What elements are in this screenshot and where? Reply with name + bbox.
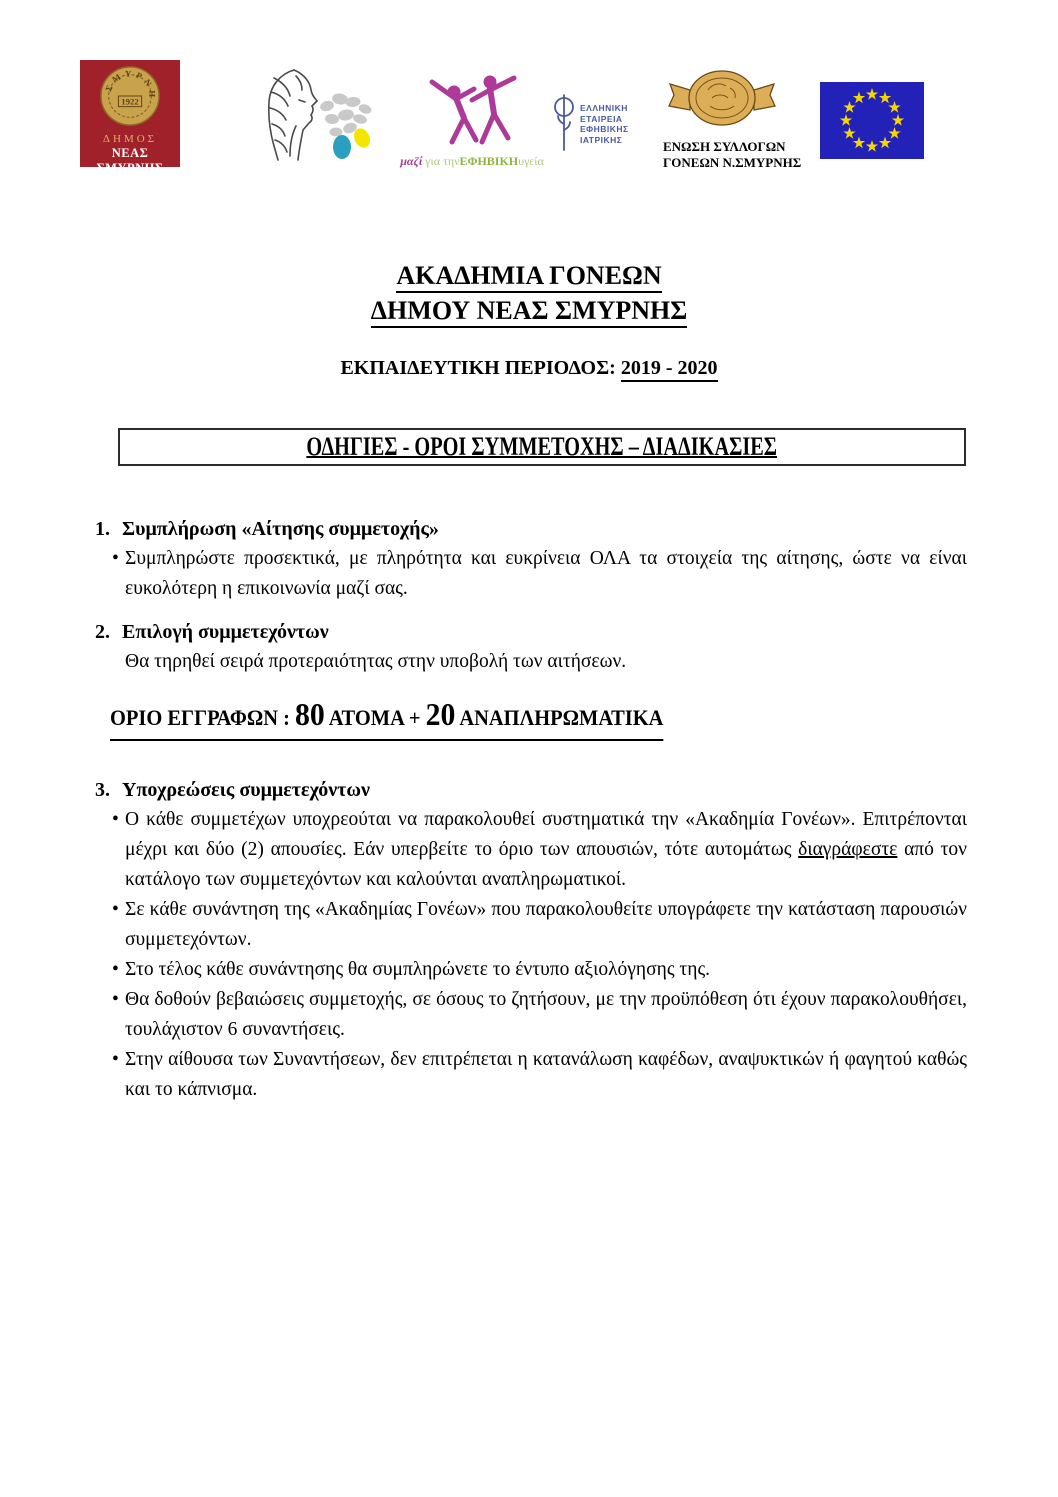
limit-suffix: ΑΝΑΠΛΗΡΩΜΑΤΙΚΑ [455,705,664,730]
teal-oval [333,135,351,159]
section-3-heading [95,775,967,805]
logo-strip [0,58,1058,178]
limit-number-20: 20 [425,696,456,732]
section-2-text: Θα τηρηθεί σειρά προτεραιότητας στην υποβολή των αιτήσεων. [125,651,627,672]
section-3-bullet-2 [95,895,967,955]
smyrni-coin-icon [99,65,161,127]
section-3-bullet-4 [95,985,967,1045]
parents-union-logo [663,68,802,171]
section-1-title: Συμπλήρωση «Αίτησης συμμετοχής» [122,518,439,540]
section-3-bullet-2-text: Σε κάθε συνάντηση της «Ακαδημίας Γονέων» που παρακολουθείτε υπογράφετε την κατάσταση παρουσιών συμμετεχόντων. [125,899,967,950]
section-2-title: Επιλογή συμμετεχόντων [122,621,329,643]
section-3-bullet-3-text: Στο τέλος κάθε συνάντησης θα συμπληρώνετε το έντυπο αξιολόγησης της. [125,959,711,980]
adolescent-medicine-society-logo [551,92,629,156]
university-of-athens-logo [252,66,377,171]
union-line-2: ΓΟΝΕΩΝ Ν.ΣΜΥΡΝΗΣ [663,155,802,170]
section-2-number: 2. [95,621,110,643]
union-coin-icon [666,68,778,132]
bullet-icon: • [112,959,119,980]
dimos-label: ΔΗΜΟΣ [102,133,158,145]
society-name [580,103,629,145]
coin-caption: ΣΜΥΡΝΗ [103,68,158,102]
eu-flag-icon [820,82,924,159]
section-3-bullet-3 [95,955,967,985]
society-line-2: ΕΤΑΙΡΕΙΑ [580,113,623,124]
registration-limit-text [110,693,663,741]
limit-mid: ΑΤΟΜΑ + [324,705,426,730]
caption-ygeia: υγεία [518,154,544,168]
section-3-bullet-5-text: Στην αίθουσα των Συναντήσεων, δεν επιτρέπεται η κατανάλωση καφέδων, αναψυκτικών ή φαγητού καθώς και το κάπνισμα. [125,1049,967,1100]
section-1-heading [95,514,967,544]
bullet-icon: • [112,548,119,569]
bullet-1-part-1: Ο κάθε συμμετέχων υποχρεούται να παρακολουθεί συστηματικά την «Ακαδημία Γονέων». Επιτρέπονται μέχρι και δύο (2) απουσίες. Εάν υπερβείτε το όριο των απουσιών, τότε αυτομάτως [125,809,967,860]
dimos-sublabel: ΝΕΑΣ ΣΜΥΡΝΗΣ [96,146,164,175]
union-line-1: ΕΝΩΣΗ ΣΥΛΛΟΓΩΝ [663,139,786,154]
eu-flag [820,82,924,164]
section-3-bullet-1 [95,805,967,895]
bullet-icon: • [112,809,119,830]
society-emblem-icon [551,92,577,156]
period-label: ΕΚΠΑΙΔΕΥΤΙΚΗ ΠΕΡΙΟΔΟΣ: [340,357,616,379]
efiviki-ygeia-logo [393,74,551,168]
section-3-bullet-4-text: Θα δοθούν βεβαιώσεις συμμετοχής, σε όσους το ζητήσουν, με την προϋπόθεση ότι έχουν παρακολουθήσει, τουλάχιστον 6 συναντήσεις. [125,989,967,1040]
bullet-icon: • [112,899,119,920]
caption-efiviki: ΕΦΗΒΙΚΗ [459,154,519,168]
title-line-2: ΔΗΜΟΥ ΝΕΑΣ ΣΜΥΡΝΗΣ [371,296,687,328]
section-1-bullet-text: Συμπληρώστε προσεκτικά, με πληρότητα και ευκρίνεια ΟΛΑ τα στοιχεία της αίτησης, ώστε να είναι ευκολότερη η επικοινωνία μαζί σας. [125,548,967,599]
society-line-4: ΙΑΤΡΙΚΗΣ [580,134,623,145]
instructions-box-heading: ΟΔΗΓΙΕΣ - ΟΡΟΙ ΣΥΜΜΕΤΟΧΗΣ – ΔΙΑΔΙΚΑΣΙΕΣ [306,432,778,461]
education-period [0,357,1058,380]
society-line-3: ΕΦΗΒΙΚΗΣ [580,124,629,134]
bullet-1-part-2: από τον κατάλογο των συμμετεχόντων και καλούνται αναπληρωματικοί. [125,839,967,890]
page-title [0,258,1058,328]
limit-number-80: 80 [295,696,325,732]
registration-limit [95,693,967,735]
instructions-box [118,428,966,466]
athena-head-icon [252,66,377,166]
limit-prefix: ΟΡΙΟ ΕΓΓΡΑΦΩΝ : [110,705,296,730]
caption-mazi: μαζί [400,154,423,168]
title-line-1: ΑΚΑΔΗΜΙΑ ΓΟΝΕΩΝ [396,261,661,293]
dancing-figures-icon [412,74,532,148]
section-1-number: 1. [95,518,110,540]
union-name [663,139,802,171]
efiviki-caption [393,155,551,168]
period-value: 2019 - 2020 [621,357,718,382]
society-line-1: ΕΛΛΗΝΙΚΗ [580,103,628,113]
document-body [95,514,967,1105]
bullet-1-underlined-word: διαγράφεστε [798,839,898,860]
section-3-bullet-5 [95,1045,967,1105]
section-2-heading [95,617,967,647]
bullet-icon: • [112,1049,119,1070]
section-1-bullet [95,544,967,604]
section-3-bullet-1-text [125,805,967,895]
dimos-neas-smyrnis-logo [80,60,180,175]
section-3-number: 3. [95,779,110,801]
caption-gia-tin: για την [422,154,460,168]
bullet-icon: • [112,989,119,1010]
section-3-title: Υποχρεώσεις συμμετεχόντων [122,779,370,801]
coin-year: 1922 [121,96,139,107]
